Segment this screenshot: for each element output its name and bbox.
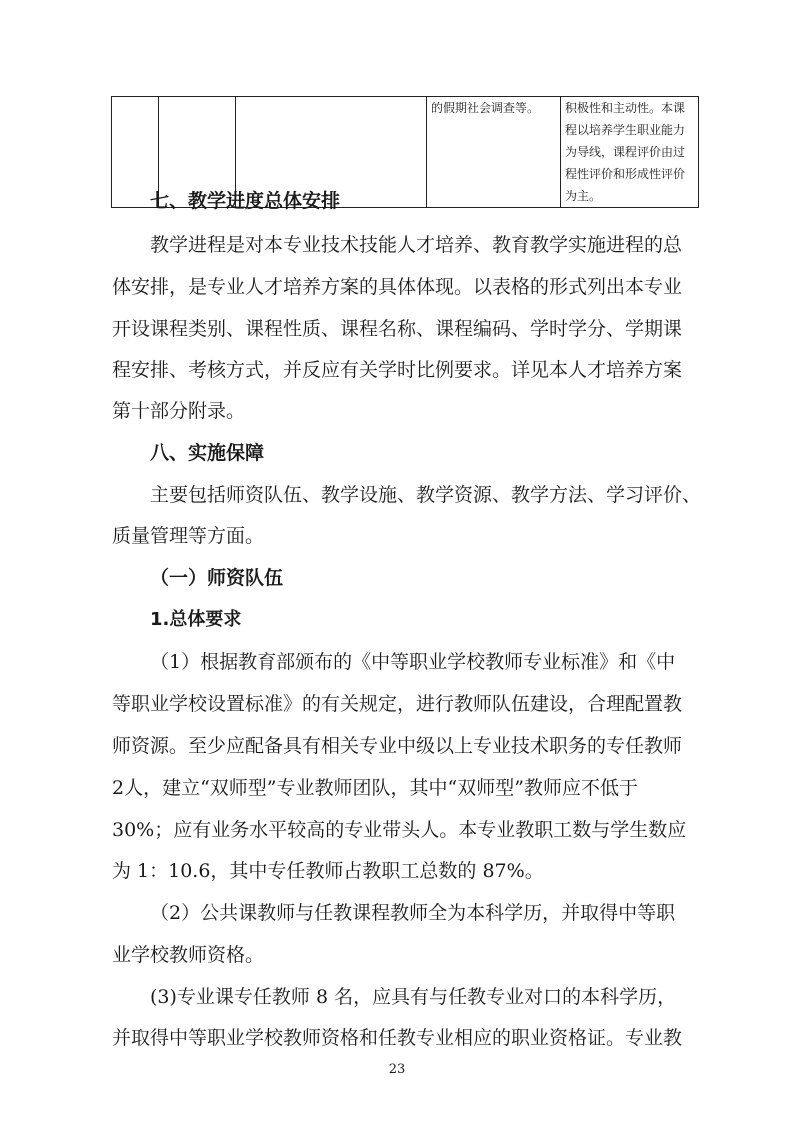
paragraph-line: 业学校教师资格。 [112,944,265,966]
paragraph-line: 第十部分附录。 [112,400,246,422]
paragraph-line: 教学进程是对本专业技术技能人才培养、教育教学实施进程的总 [150,234,683,256]
paragraph-line: 并取得中等职业学校教师资格和任教专业相应的职业资格证。专业教 [112,1027,683,1049]
paragraph-line: 质量管理等方面。 [112,525,265,547]
subsubsection-heading: 1.总体要求 [150,609,242,630]
paragraph-line: 体安排，是专业人才培养方案的具体体现。以表格的形式列出本专业 [112,276,683,298]
table-cell: 积极性和主动性。本课程以培养学生职业能力为导线，课程评价由过程性评价和形成性评价为主。 [561,97,699,208]
paragraph-line: 师资源。至少应配备具有相关专业中级以上专业技术职务的专任教师 [112,735,683,757]
section-heading: 七、教学进度总体安排 [150,190,341,212]
paragraph-line: 等职业学校设置标准》的有关规定，进行教师队伍建设，合理配置教 [112,693,683,715]
paragraph-line: 2人，建立“双师型”专业教师团队，其中“双师型”教师应不低于 [112,777,638,799]
paragraph-line: 30%；应有业务水平较高的专业带头人。本专业教职工数与学生数应 [112,819,687,841]
paragraph-line: （1）根据教育部颁布的《中等职业学校教师专业标准》和《中 [150,651,676,673]
paragraph-line: 主要包括师资队伍、教学设施、教学资源、教学方法、学习评价、 [150,484,702,506]
page-number: 23 [388,1062,406,1077]
table-cell: 的假期社会调查等。 [427,97,561,208]
paragraph-line: (3)专业课专任教师 8 名，应具有与任教专业对口的本科学历， [150,986,677,1008]
section-heading: 八、实施保障 [150,442,265,464]
subsection-heading: （一）师资队伍 [150,567,284,589]
paragraph-line: 开设课程类别、课程性质、课程名称、课程编码、学时学分、学期课 [112,318,683,340]
paragraph-line: 程安排、考核方式，并反应有关学时比例要求。详见本人才培养方案 [112,359,683,381]
paragraph-line: 为 1：10.6，其中专任教师占教职工总数的 87%。 [112,860,544,882]
paragraph-line: （2）公共课教师与任教课程教师全为本科学历，并取得中等职 [150,902,676,924]
